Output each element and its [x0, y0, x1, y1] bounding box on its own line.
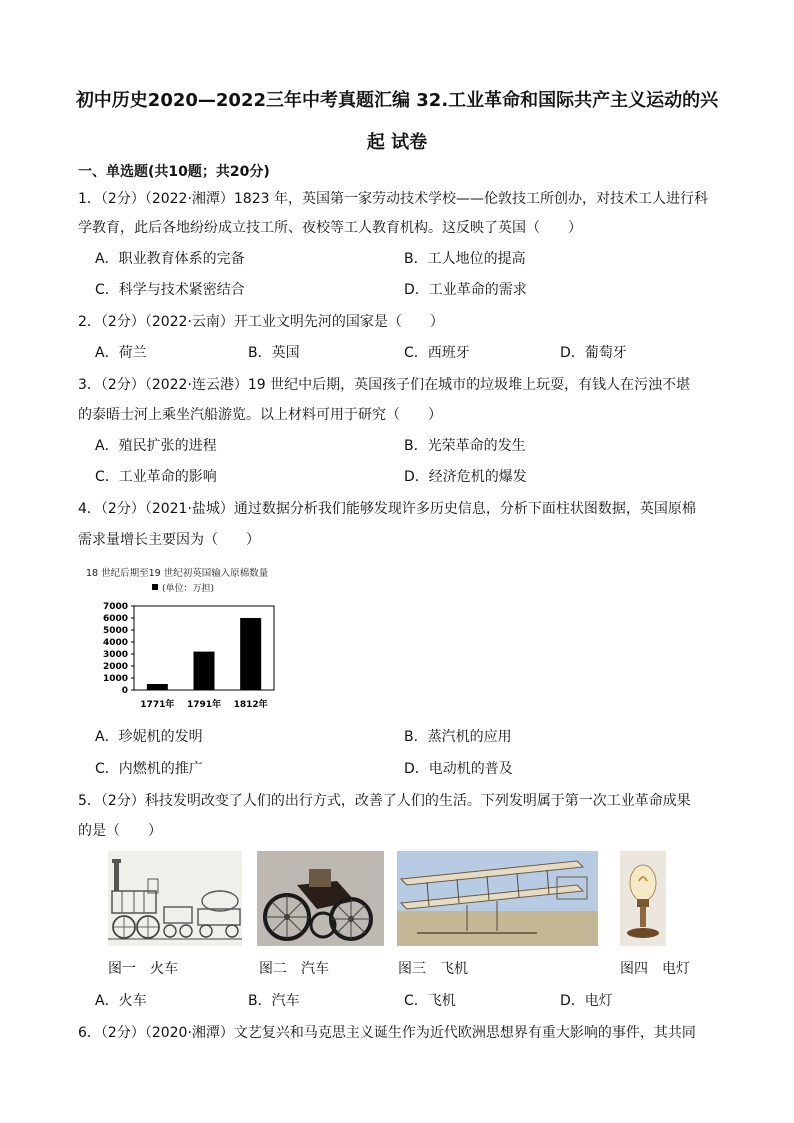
x-category-label: 1771年: [140, 700, 175, 710]
bar-series: [147, 618, 261, 690]
document-title-continued: 起 试卷: [366, 132, 428, 153]
legend-swatch: [152, 584, 158, 590]
question-3-text-cont: 的泰晤士河上乘坐汽船游览。以上材料可用于研究（ ）: [78, 407, 442, 423]
caption-figure-4: 图四 电灯: [620, 961, 690, 977]
caption-figure-3: 图三 飞机: [398, 961, 468, 977]
question-5-text: 5．（2分）科技发明改变了人们的出行方式，改善了人们的生活。下列发明属于第一次工业革命成果: [78, 793, 691, 809]
question-3-option-c[interactable]: C．工业革命的影响: [95, 469, 217, 485]
question-3-text: 3．（2分）（2022·连云港）19 世纪中后期，英国孩子们在城市的垃圾堆上玩耍，有钱人在污浊不堪: [78, 377, 691, 393]
light-bulb-illustration: [620, 851, 666, 946]
question-5-option-d[interactable]: D．电灯: [560, 993, 613, 1009]
question-1-text: 1．（2分）（2022·湘潭）1823 年，英国第一家劳动技术学校——伦敦技工所创办，对技术工人进行科: [78, 191, 708, 207]
question-4-text: 4．（2分）（2021·盐城）通过数据分析我们能够发现许多历史信息，分析下面柱状图数据，英国原棉: [78, 501, 696, 517]
cotton-import-bar-chart: [84, 564, 310, 716]
car-illustration: [257, 851, 384, 946]
question-4-option-b[interactable]: B．蒸汽机的应用: [404, 729, 512, 745]
question-3-option-d[interactable]: D．经济危机的爆发: [404, 469, 527, 485]
bar-1812年: [240, 618, 261, 690]
y-tick-label: 5000: [102, 626, 128, 636]
question-5-option-a[interactable]: A．火车: [95, 993, 147, 1009]
question-4-text-cont: 需求量增长主要因为（ ）: [78, 532, 260, 548]
question-4-option-c[interactable]: C．内燃机的推广: [95, 761, 203, 777]
y-tick-label: 4000: [102, 638, 128, 648]
y-tick-label: 6000: [102, 614, 128, 624]
chart-title: 18 世纪后期至19 世纪初英国输入原棉数量: [86, 568, 269, 579]
question-4-option-d[interactable]: D．电动机的普及: [404, 761, 513, 777]
question-3-option-a[interactable]: A．殖民扩张的进程: [95, 438, 217, 454]
y-tick-label: 1000: [102, 674, 128, 684]
question-1-text-cont: 学教育，此后各地纷纷成立技工所、夜校等工人教育机构。这反映了英国（ ）: [78, 220, 582, 236]
y-tick-label: 7000: [102, 602, 128, 612]
question-2-option-d[interactable]: D．葡萄牙: [560, 345, 627, 361]
question-5-option-c[interactable]: C．飞机: [404, 993, 456, 1009]
question-2-option-b[interactable]: B．英国: [248, 345, 300, 361]
question-1-option-d[interactable]: D．工业革命的需求: [404, 282, 527, 298]
x-category-label: 1791年: [186, 700, 222, 710]
question-2-option-c[interactable]: C．西班牙: [404, 345, 470, 361]
train-illustration: [108, 851, 242, 946]
question-1-option-b[interactable]: B．工人地位的提高: [404, 251, 526, 267]
section-heading: 一、单选题(共10题；共20分): [78, 164, 270, 180]
airplane-illustration: [397, 851, 598, 946]
y-tick-label: 3000: [102, 650, 128, 660]
caption-figure-2: 图二 汽车: [259, 961, 329, 977]
question-1-option-c[interactable]: C．科学与技术紧密结合: [95, 282, 245, 298]
caption-figure-1: 图一 火车: [108, 961, 178, 977]
bar-1771年: [147, 684, 168, 690]
x-category-label: 1812年: [233, 700, 268, 710]
question-1-option-a[interactable]: A．职业教育体系的完备: [95, 251, 245, 267]
question-2-option-a[interactable]: A．荷兰: [95, 345, 147, 361]
question-3-option-b[interactable]: B．光荣革命的发生: [404, 438, 526, 454]
question-2-text: 2．（2分）（2022·云南）开工业文明先河的国家是（ ）: [78, 314, 444, 330]
y-tick-label: 2000: [102, 662, 128, 672]
x-axis-labels: [140, 698, 267, 710]
bar-1791年: [194, 652, 215, 690]
question-5-option-b[interactable]: B．汽车: [248, 993, 300, 1009]
y-tick-label: 0: [121, 686, 128, 696]
y-axis-ticks: [103, 602, 134, 696]
question-4-option-a[interactable]: A．珍妮机的发明: [95, 729, 203, 745]
question-6-text: 6．（2分）（2020·湘潭）文艺复兴和马克思主义诞生作为近代欧洲思想界有重大影响的事件，其共同: [78, 1025, 696, 1041]
document-title: 初中历史2020—2022三年中考真题汇编 32.工业革命和国际共产主义运动的兴: [75, 90, 719, 111]
chart-legend: (单位：万担): [162, 584, 215, 594]
question-5-text-cont: 的是（ ）: [78, 823, 162, 839]
